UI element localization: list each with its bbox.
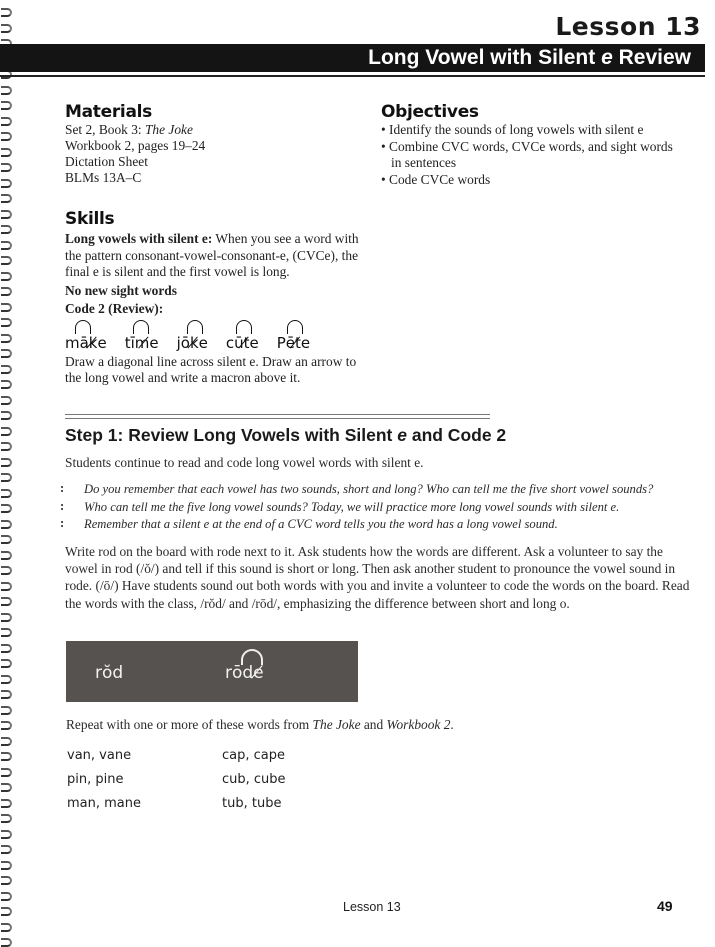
spiral-ring (1, 210, 12, 219)
spiral-ring (1, 814, 12, 823)
spiral-ring (1, 752, 12, 761)
word-pair: pin, pine (67, 772, 124, 787)
spiral-ring (1, 194, 12, 203)
spiral-ring (1, 458, 12, 467)
spiral-ring (1, 179, 12, 188)
footer-lesson: Lesson 13 (343, 900, 401, 914)
spiral-ring (1, 427, 12, 436)
spiral-ring (1, 272, 12, 281)
objectives-section (381, 102, 681, 188)
materials-item: BLMs 13A–C (65, 170, 142, 185)
skills-section (65, 209, 365, 387)
spiral-ring (1, 644, 12, 653)
script-line: : Remember that a silent e at the end of a CVC word tells you the word has a long vowel sound. (60, 516, 700, 534)
word-pair: man, mane (67, 796, 142, 811)
chalkboard-example (66, 641, 358, 702)
objectives-heading: Objectives (381, 102, 479, 122)
code-words-row (65, 324, 365, 352)
spiral-ring (1, 117, 12, 126)
spiral-ring (1, 380, 12, 389)
spiral-ring (1, 799, 12, 808)
section-divider (65, 414, 490, 419)
spiral-ring (1, 938, 12, 947)
spiral-ring (1, 349, 12, 358)
word-pair: cap, cape (222, 748, 285, 763)
materials-item: Set 2, Book 3: The Joke (65, 122, 193, 137)
spiral-ring (1, 241, 12, 250)
spiral-ring (1, 830, 12, 839)
materials-list (65, 122, 365, 186)
coded-word: māk̸e (65, 334, 107, 352)
page-number: 49 (657, 898, 673, 914)
spiral-ring (1, 535, 12, 544)
spiral-ring (1, 597, 12, 606)
spiral-ring (1, 8, 12, 17)
spiral-ring (1, 442, 12, 451)
script-line: : Who can tell me the five long vowel sounds? Today, we will practice more long vowel sounds with silent e. (60, 499, 700, 517)
lesson-number: Lesson 13 (555, 12, 701, 41)
sight-words-note: No new sight words (65, 282, 177, 298)
spiral-ring (1, 768, 12, 777)
spiral-ring (1, 566, 12, 575)
spiral-ring (1, 737, 12, 746)
board-word-rod: rŏd (95, 663, 124, 683)
coded-word: Pēt̸e (277, 334, 310, 352)
coded-word: cūt̸e (226, 334, 259, 352)
coded-word: jōk̸e (177, 334, 208, 352)
spiral-ring (1, 551, 12, 560)
spiral-ring (1, 628, 12, 637)
spiral-binding (0, 0, 14, 947)
spiral-ring (1, 876, 12, 885)
spiral-ring (1, 721, 12, 730)
title-rule (0, 75, 705, 77)
spiral-ring (1, 256, 12, 265)
spiral-ring (1, 303, 12, 312)
word-pair: van, vane (67, 748, 132, 763)
spiral-ring (1, 504, 12, 513)
script-line: : Do you remember that each vowel has two sounds, short and long? Who can tell me the five short vowel sounds? (60, 481, 700, 499)
materials-section (65, 102, 365, 186)
objectives-list (381, 122, 681, 188)
spiral-ring (1, 861, 12, 870)
objective-item: • Identify the sounds of long vowels with silent e (381, 122, 644, 137)
word-pair: cub, cube (222, 772, 286, 787)
spiral-ring (1, 334, 12, 343)
title-bar (0, 44, 705, 72)
code-label: Code 2 (Review): (65, 301, 164, 316)
spiral-ring (1, 659, 12, 668)
spiral-ring (1, 892, 12, 901)
spiral-ring (1, 845, 12, 854)
spiral-ring (1, 287, 12, 296)
spiral-ring (1, 907, 12, 916)
spiral-ring (1, 675, 12, 684)
spiral-ring (1, 489, 12, 498)
step1-heading: Step 1: Review Long Vowels with Silent e and Code 2 (65, 425, 507, 445)
repeat-instructions: Repeat with one or more of these words from The Joke and Workbook 2. (66, 717, 454, 732)
materials-heading: Materials (65, 102, 152, 122)
board-word-rode: rōde̸ (225, 663, 264, 683)
spiral-ring (1, 783, 12, 792)
step1-intro: Students continue to read and code long vowel words with silent e. (65, 455, 424, 470)
word-pairs-grid (67, 748, 377, 812)
spiral-ring (1, 706, 12, 715)
spiral-ring (1, 411, 12, 420)
objective-item: • Combine CVC words, CVCe words, and sight words in sentences (381, 138, 673, 170)
spiral-ring (1, 473, 12, 482)
lesson-title: Long Vowel with Silent e Review (368, 46, 691, 69)
spiral-ring (1, 24, 12, 33)
spiral-ring (1, 690, 12, 699)
spiral-ring (1, 148, 12, 157)
spiral-ring (1, 86, 12, 95)
spiral-ring (1, 923, 12, 932)
step1-paragraph: Write rod on the board with rode next to it. Ask students how the words are different. Ask a volunteer to say the vowel in rod (/ŏ/) and tell if this sound is short or long. Then ask another student to pronounce the vowel sound in rode. (/ō/) Have students sound out both words with you and invite a volunteer to code the words on the board. Read the words with the class, /rŏd/ and /rōd/, emphasizing the difference between short and long o. (65, 544, 690, 611)
spiral-ring (1, 365, 12, 374)
objective-item: • Code CVCe words (381, 171, 491, 187)
spiral-ring (1, 582, 12, 591)
skills-rule: Long vowels with silent e: When you see a word with the pattern consonant-vowel-consonant-e, (CVCe), the final e is silent and the first vowel is long. (65, 231, 359, 279)
spiral-ring (1, 225, 12, 234)
spiral-ring (1, 132, 12, 141)
spiral-ring (1, 613, 12, 622)
spiral-ring (1, 101, 12, 110)
materials-item: Dictation Sheet (65, 154, 148, 169)
spiral-ring (1, 396, 12, 405)
materials-item: Workbook 2, pages 19–24 (65, 138, 206, 153)
spiral-ring (1, 318, 12, 327)
teacher-script (60, 481, 700, 534)
skills-heading: Skills (65, 209, 115, 229)
spiral-ring (1, 163, 12, 172)
spiral-ring (1, 520, 12, 529)
word-pair: tub, tube (222, 796, 282, 811)
coded-word: tīm̸e (125, 334, 159, 352)
code-instructions: Draw a diagonal line across silent e. Draw an arrow to the long vowel and write a macron above it. (65, 353, 357, 385)
